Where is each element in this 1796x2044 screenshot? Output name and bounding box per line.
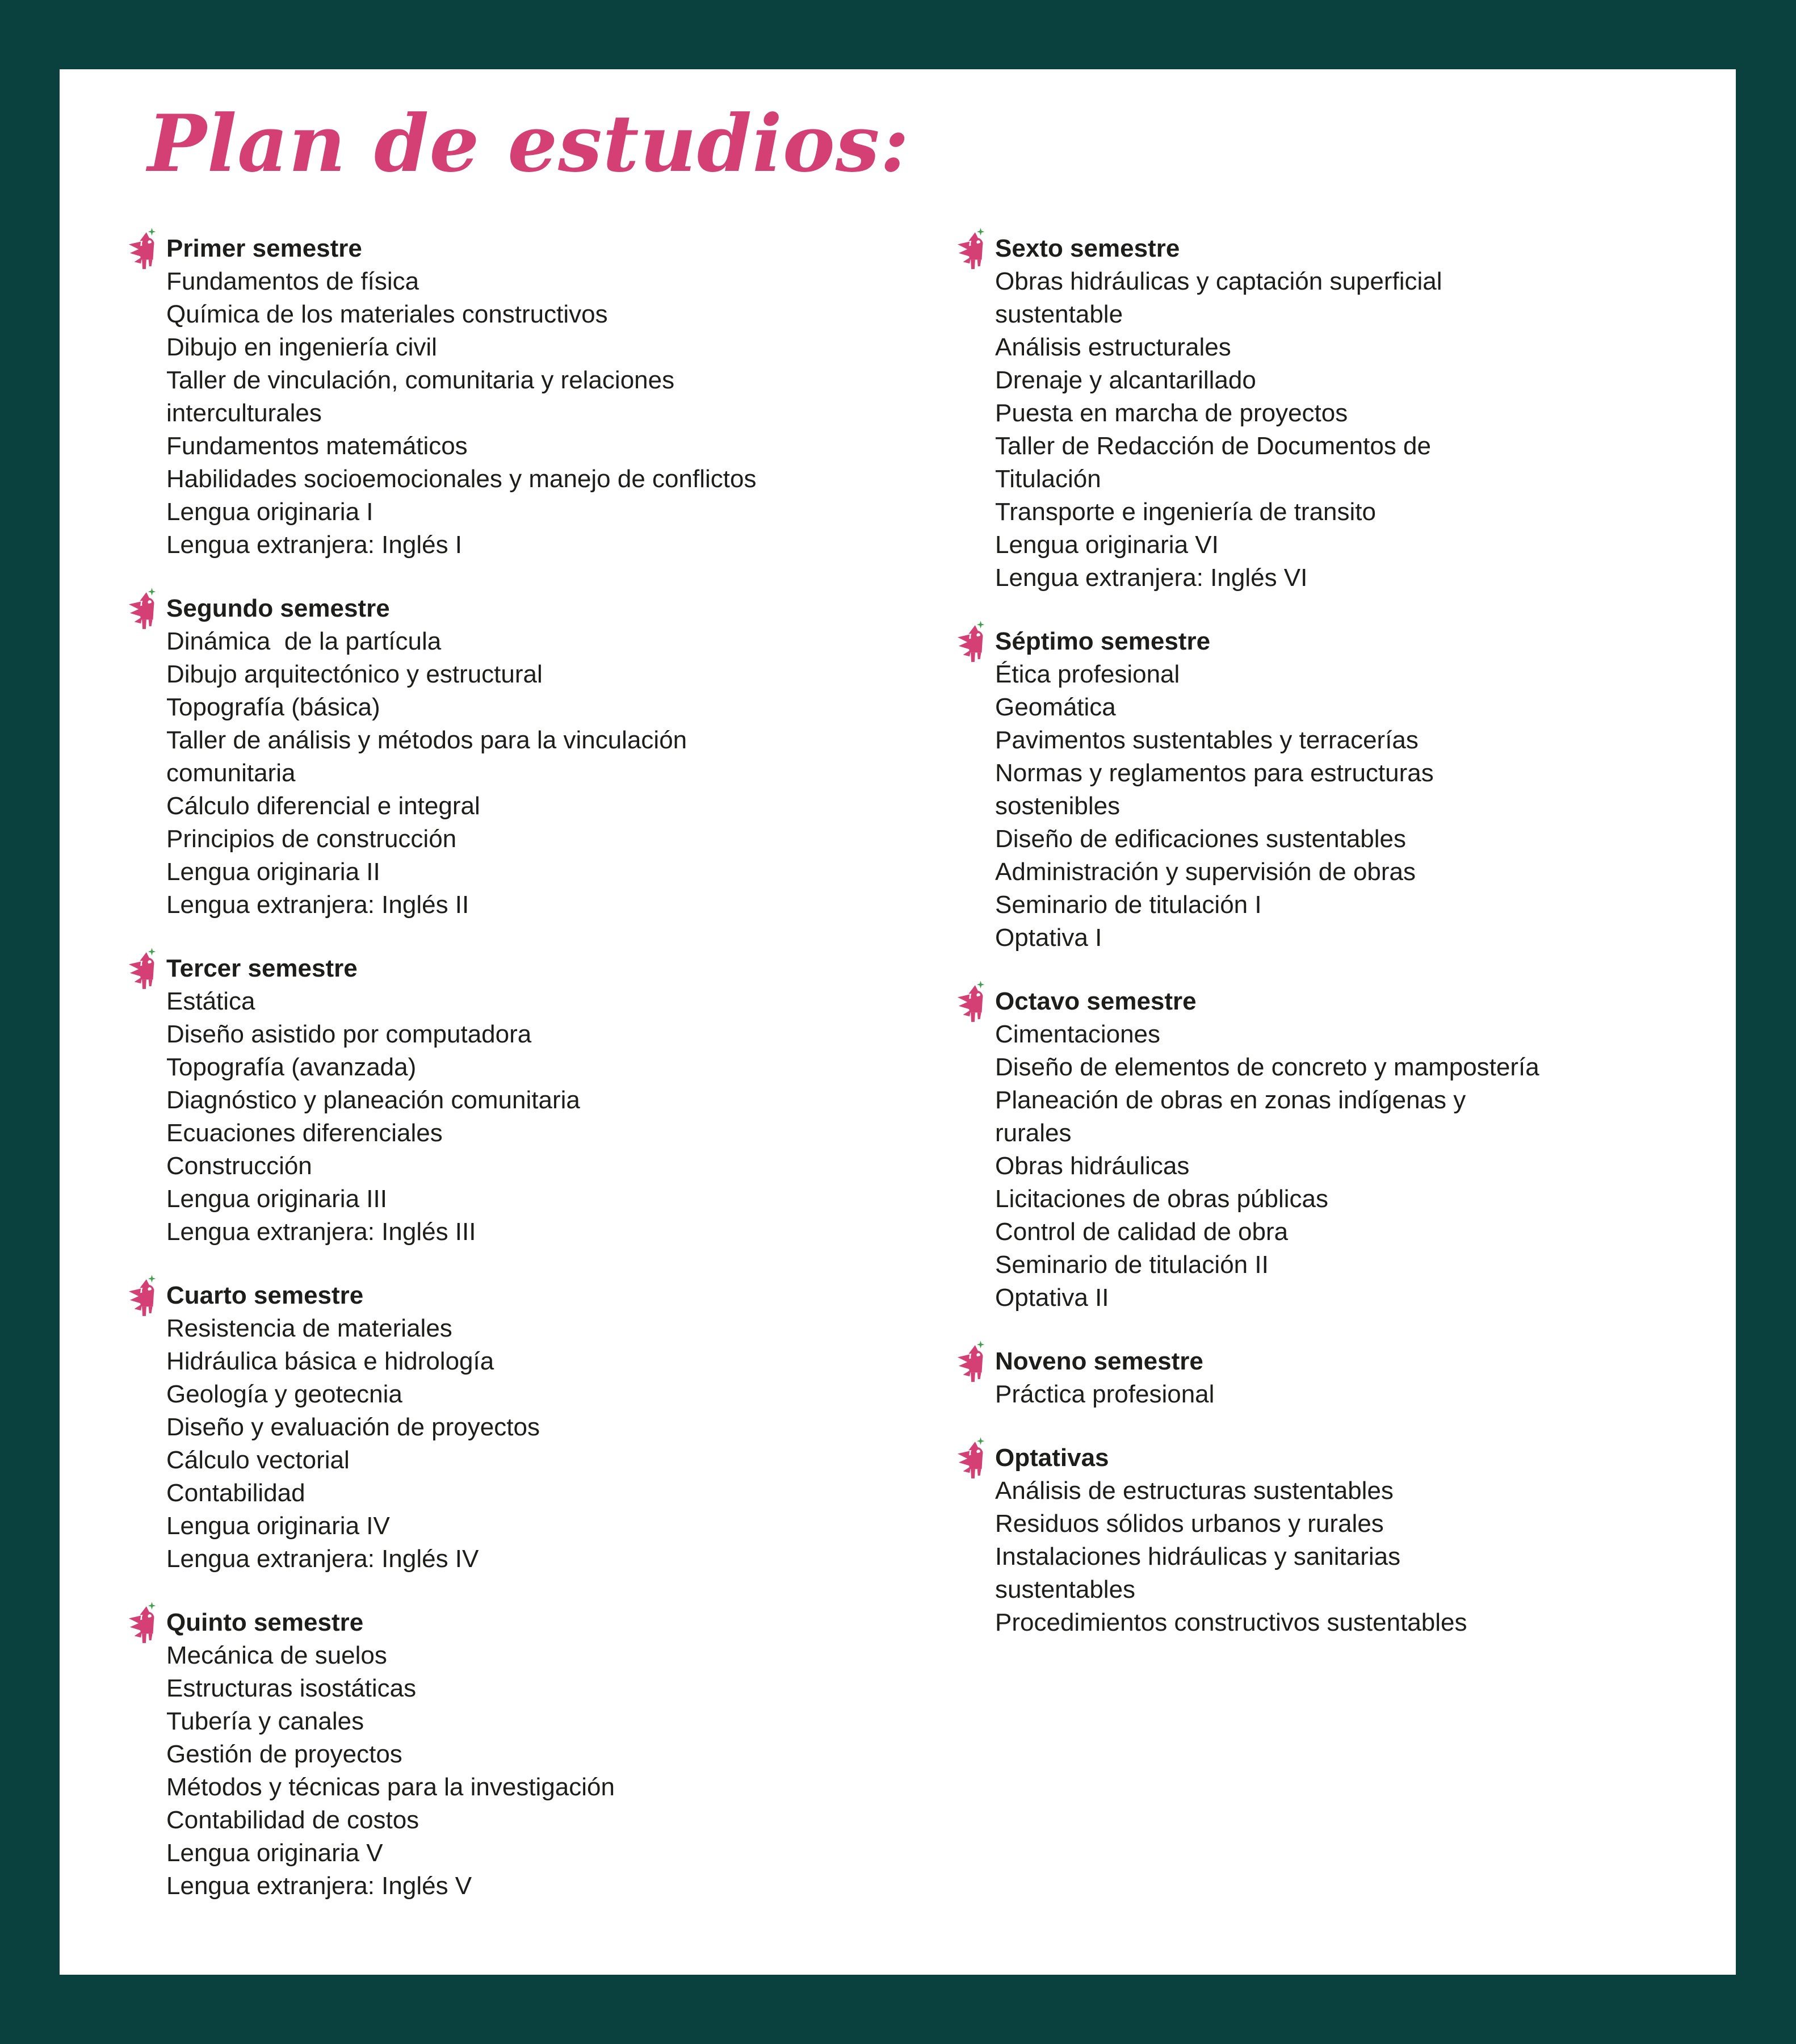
course-item: Dinámica de la partícula <box>166 627 442 655</box>
course-item: Principios de construcción <box>166 824 457 853</box>
course-item: Lengua originaria V <box>166 1838 383 1867</box>
bird-icon <box>956 1339 989 1386</box>
course-item: Lengua originaria VI <box>995 530 1219 559</box>
course-item: Licitaciones de obras públicas <box>995 1184 1329 1213</box>
page-title: Plan de estudios: <box>148 97 910 190</box>
section-heading: Primer semestre <box>166 234 362 262</box>
section-body <box>166 232 782 562</box>
course-item: Análisis estructurales <box>995 333 1231 361</box>
section-body <box>166 1606 782 1903</box>
course-item: Topografía (básica) <box>166 693 380 721</box>
section-heading: Noveno semestre <box>995 1347 1203 1375</box>
course-item: Pavimentos sustentables y terracerías <box>995 726 1419 754</box>
section-heading: Sexto semestre <box>995 234 1180 262</box>
course-item: Construcción <box>166 1151 312 1180</box>
course-item: Instalaciones hidráulicas y sanitarias sustentables <box>995 1542 1408 1603</box>
course-item: Drenaje y alcantarillado <box>995 366 1256 394</box>
bird-icon <box>128 587 161 633</box>
course-item: Geomática <box>995 693 1116 721</box>
section-heading: Cuarto semestre <box>166 1281 364 1309</box>
section-body <box>995 232 1543 594</box>
course-item: Lengua originaria IV <box>166 1511 390 1540</box>
section-septimo-semestre <box>956 625 1543 954</box>
section-quinto-semestre <box>128 1606 782 1903</box>
course-item: Práctica profesional <box>995 1380 1215 1408</box>
course-item: Análisis de estructuras sustentables <box>995 1476 1394 1505</box>
course-item: Taller de Redacción de Documentos de Titulación <box>995 432 1438 493</box>
section-body <box>166 952 782 1249</box>
course-item: Contabilidad de costos <box>166 1806 419 1834</box>
course-item: Cálculo diferencial e integral <box>166 791 480 820</box>
bird-icon <box>956 227 989 273</box>
section-cuarto-semestre <box>128 1279 782 1576</box>
course-item: Lengua originaria III <box>166 1184 387 1213</box>
course-item: Ecuaciones diferenciales <box>166 1119 443 1147</box>
course-item: Fundamentos matemáticos <box>166 432 468 460</box>
section-body <box>995 625 1543 954</box>
course-item: Cálculo vectorial <box>166 1446 350 1474</box>
course-item: Métodos y técnicas para la investigación <box>166 1773 615 1801</box>
course-item: Obras hidráulicas <box>995 1151 1190 1180</box>
course-item: Seminario de titulación II <box>995 1250 1269 1279</box>
course-item: Lengua extranjera: Inglés V <box>166 1871 472 1900</box>
section-heading: Quinto semestre <box>166 1608 364 1636</box>
course-item: Estática <box>166 987 255 1015</box>
course-item: Procedimientos constructivos sustentables <box>995 1608 1467 1636</box>
course-item: Normas y reglamentos para estructuras sostenibles <box>995 759 1441 820</box>
section-octavo-semestre <box>956 985 1543 1314</box>
section-sexto-semestre <box>956 232 1543 594</box>
course-item: Lengua extranjera: Inglés VI <box>995 563 1308 592</box>
course-item: Transporte e ingeniería de transito <box>995 497 1376 526</box>
course-item: Diseño de edificaciones sustentables <box>995 824 1407 853</box>
section-body <box>166 1279 782 1576</box>
course-item: Gestión de proyectos <box>166 1740 402 1768</box>
bird-icon <box>956 1436 989 1482</box>
course-item: Lengua extranjera: Inglés III <box>166 1217 476 1246</box>
course-item: Dibujo arquitectónico y estructural <box>166 660 543 688</box>
course-item: Resistencia de materiales <box>166 1314 452 1342</box>
bird-icon <box>128 227 161 273</box>
document-page <box>60 69 1736 1975</box>
course-item: Obras hidráulicas y captación superficial sustentable <box>995 267 1449 328</box>
section-noveno-semestre <box>956 1345 1543 1411</box>
section-optativas <box>956 1442 1543 1639</box>
course-item: Diseño y evaluación de proyectos <box>166 1413 540 1441</box>
course-item: Lengua originaria II <box>166 857 380 886</box>
course-item: Química de los materiales constructivos <box>166 300 608 328</box>
course-item: Diseño asistido por computadora <box>166 1020 532 1048</box>
bird-icon <box>956 979 989 1026</box>
course-item: Ética profesional <box>995 660 1180 688</box>
section-heading: Tercer semestre <box>166 954 358 982</box>
course-item: Planeación de obras en zonas indígenas y rurales <box>995 1086 1473 1147</box>
bird-icon <box>128 946 161 993</box>
course-item: Residuos sólidos urbanos y rurales <box>995 1509 1384 1538</box>
course-item: Optativa II <box>995 1283 1109 1312</box>
course-item: Lengua extranjera: Inglés II <box>166 890 469 919</box>
course-item: Control de calidad de obra <box>995 1217 1289 1246</box>
course-item: Administración y supervisión de obras <box>995 857 1416 886</box>
course-item: Diseño de elementos de concreto y mampostería <box>995 1053 1539 1081</box>
left-column <box>128 232 782 1933</box>
section-heading: Octavo semestre <box>995 987 1197 1015</box>
course-item: Puesta en marcha de proyectos <box>995 399 1348 427</box>
section-body <box>995 1442 1543 1639</box>
course-item: Optativa I <box>995 923 1102 952</box>
bird-icon <box>956 619 989 666</box>
section-segundo-semestre <box>128 592 782 922</box>
section-tercer-semestre <box>128 952 782 1249</box>
course-item: Seminario de titulación I <box>995 890 1262 919</box>
bird-icon <box>128 1601 161 1647</box>
section-heading: Segundo semestre <box>166 594 390 622</box>
course-item: Lengua extranjera: Inglés I <box>166 530 463 559</box>
course-item: Geología y geotecnia <box>166 1380 402 1408</box>
section-body <box>995 985 1543 1314</box>
course-item: Contabilidad <box>166 1478 305 1507</box>
section-heading: Séptimo semestre <box>995 627 1211 655</box>
course-item: Taller de vinculación, comunitaria y relaciones interculturales <box>166 366 682 427</box>
course-item: Lengua extranjera: Inglés IV <box>166 1544 479 1573</box>
course-item: Taller de análisis y métodos para la vinculación comunitaria <box>166 726 694 787</box>
course-item: Estructuras isostáticas <box>166 1674 417 1702</box>
course-item: Fundamentos de física <box>166 267 419 295</box>
course-item: Topografía (avanzada) <box>166 1053 417 1081</box>
course-item: Diagnóstico y planeación comunitaria <box>166 1086 580 1114</box>
course-item: Cimentaciones <box>995 1020 1161 1048</box>
section-body <box>995 1345 1543 1411</box>
right-column <box>956 232 1543 1670</box>
section-body <box>166 592 782 922</box>
section-heading: Optativas <box>995 1443 1109 1472</box>
course-item: Dibujo en ingeniería civil <box>166 333 437 361</box>
course-item: Hidráulica básica e hidrología <box>166 1347 494 1375</box>
course-item: Lengua originaria I <box>166 497 374 526</box>
course-item: Mecánica de suelos <box>166 1641 387 1669</box>
section-primer-semestre <box>128 232 782 562</box>
two-column-layout <box>128 232 1736 1933</box>
bird-icon <box>128 1274 161 1320</box>
course-item: Habilidades socioemocionales y manejo de conflictos <box>166 464 757 493</box>
course-item: Tubería y canales <box>166 1707 364 1735</box>
